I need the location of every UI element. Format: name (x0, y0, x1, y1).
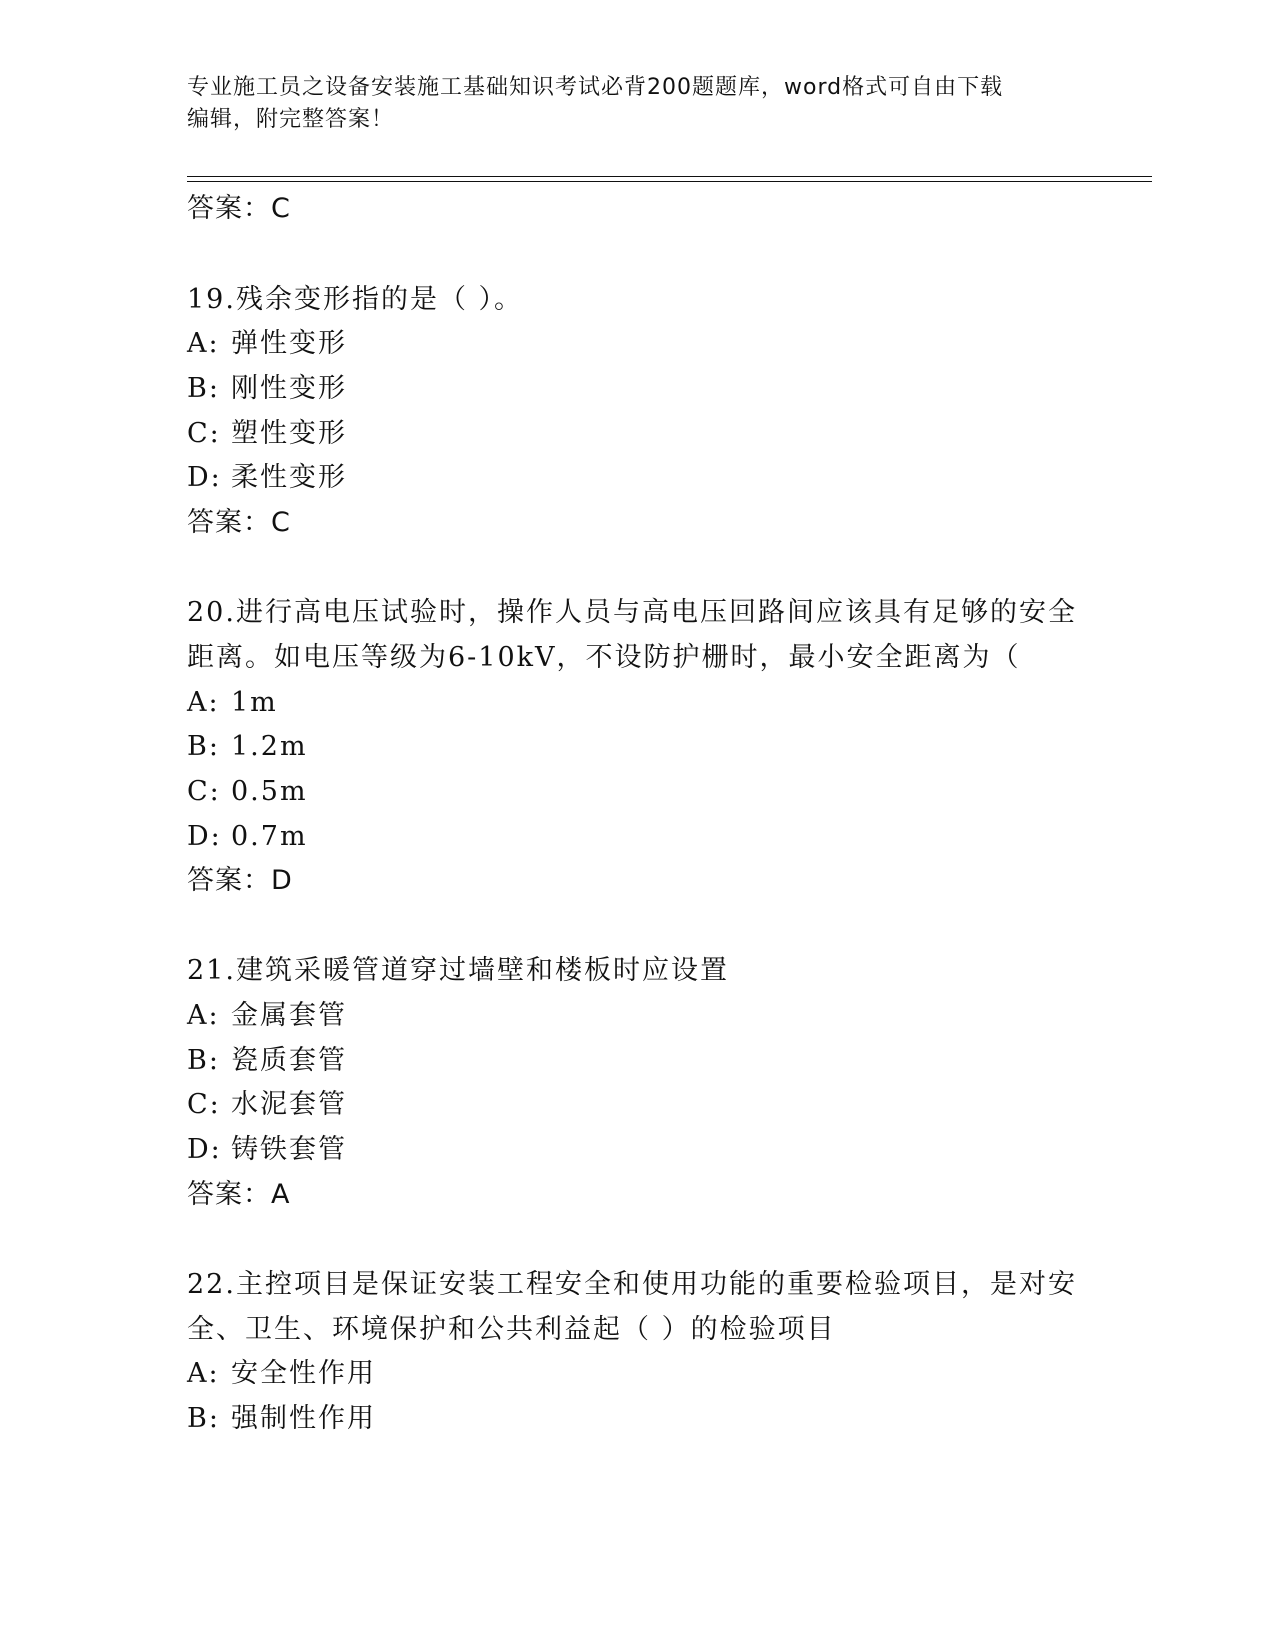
header-line-1: 专业施工员之设备安装施工基础知识考试必背200题题库，word格式可自由下载 (187, 75, 1004, 100)
question-19-text: 19.残余变形指的是（ ）。 (187, 284, 524, 315)
header-line-2: 编辑，附完整答案！ (187, 107, 395, 132)
question-19-option-c: C: 塑性变形 (187, 418, 347, 449)
header-divider-top (187, 176, 1152, 177)
question-19-option-a: A: 弹性变形 (187, 328, 347, 359)
question-19-option-d: D: 柔性变形 (187, 462, 347, 493)
question-20-answer: 答案：D (187, 865, 293, 896)
question-20-text-line-1: 20.进行高电压试验时，操作人员与高电压回路间应该具有足够的安全 (187, 597, 1077, 628)
question-20-option-b: B: 1.2m (187, 731, 308, 762)
question-22-text-line-1: 22.主控项目是保证安装工程安全和使用功能的重要检验项目，是对安 (187, 1269, 1077, 1300)
question-21-option-a: A: 金属套管 (187, 1000, 347, 1031)
question-21-text: 21.建筑采暖管道穿过墙壁和楼板时应设置 (187, 955, 729, 986)
question-20-option-d: D: 0.7m (187, 821, 308, 852)
question-21-option-c: C: 水泥套管 (187, 1089, 347, 1120)
question-20-text-line-2: 距离。如电压等级为6-10kV，不设防护栅时，最小安全距离为（ (187, 642, 1021, 673)
header-divider-bottom (187, 181, 1152, 182)
document-header (187, 72, 1087, 136)
question-21-answer: 答案：A (187, 1179, 291, 1210)
question-19-option-b: B: 刚性变形 (187, 373, 347, 404)
question-20-option-a: A: 1m (187, 687, 278, 718)
question-22-text-line-2: 全、卫生、环境保护和公共利益起（ ）的检验项目 (187, 1314, 836, 1345)
question-21-option-d: D: 铸铁套管 (187, 1134, 347, 1165)
question-22-option-b: B: 强制性作用 (187, 1403, 376, 1434)
question-19-answer: 答案：C (187, 507, 291, 538)
question-20-option-c: C: 0.5m (187, 776, 308, 807)
question-21-option-b: B: 瓷质套管 (187, 1045, 347, 1076)
question-22-option-a: A: 安全性作用 (187, 1358, 376, 1389)
prev-answer: 答案：C (187, 193, 291, 224)
